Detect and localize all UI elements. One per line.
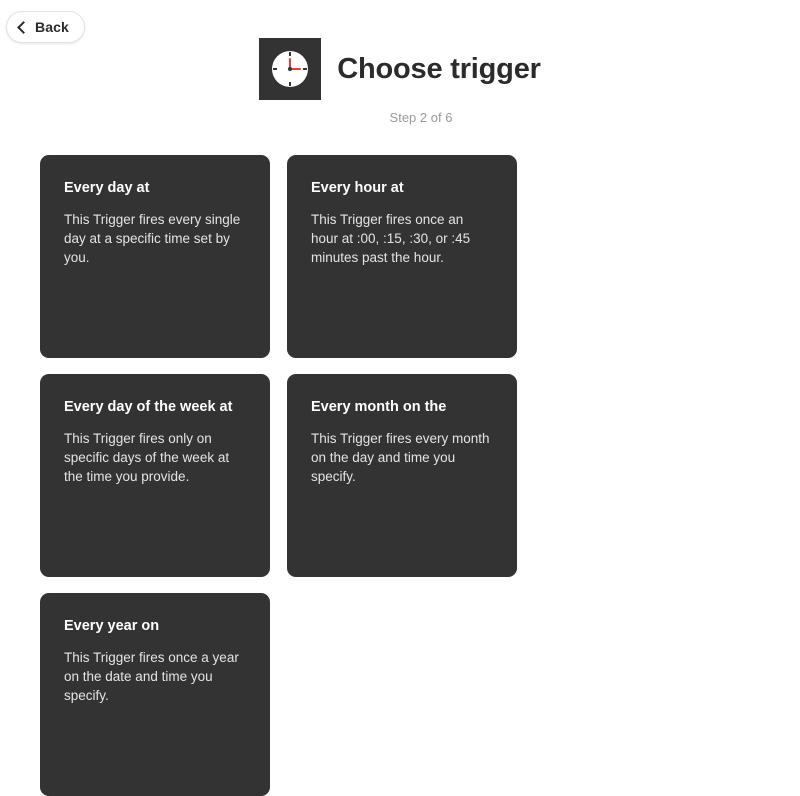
trigger-card-description: This Trigger fires once a year on the date and time you specify. [64,650,239,704]
trigger-card-every-year-on[interactable] [40,593,270,796]
page-header [0,38,800,125]
clock-center-pin [288,67,292,71]
clock-tick-top [289,52,291,56]
trigger-card-description: This Trigger fires once an hour at :00, :15, :30, or :45 minutes past the hour. [311,212,471,266]
trigger-card-every-day-at[interactable] [40,155,270,358]
trigger-card-description: This Trigger fires only on specific days of the week at the time you provide. [64,431,230,485]
trigger-card-every-hour-at[interactable] [287,155,517,358]
trigger-card-title: Every day of the week at [64,399,233,415]
trigger-card-title: Every day at [64,180,150,196]
clock-tick-bottom [289,82,291,86]
trigger-card-title: Every hour at [311,180,404,196]
trigger-card-title: Every year on [64,618,160,634]
header-row [259,38,540,100]
clock-icon [259,38,321,100]
clock-tick-right [303,68,307,70]
clock-tick-left [273,68,277,70]
trigger-card-grid [40,155,760,796]
back-button-label: Back [35,19,69,35]
trigger-card-title: Every month on the [311,399,447,415]
trigger-card-every-month-on-the[interactable] [287,374,517,577]
trigger-card-every-day-of-the-week-at[interactable] [40,374,270,577]
trigger-card-description: This Trigger fires every month on the day and time you specify. [311,431,490,485]
trigger-card-description: This Trigger fires every single day at a specific time set by you. [64,212,241,266]
page-title: Choose trigger [337,52,541,85]
clock-face [272,51,308,87]
chevron-left-icon [17,21,30,34]
step-indicator: Step 2 of 6 [389,110,453,125]
